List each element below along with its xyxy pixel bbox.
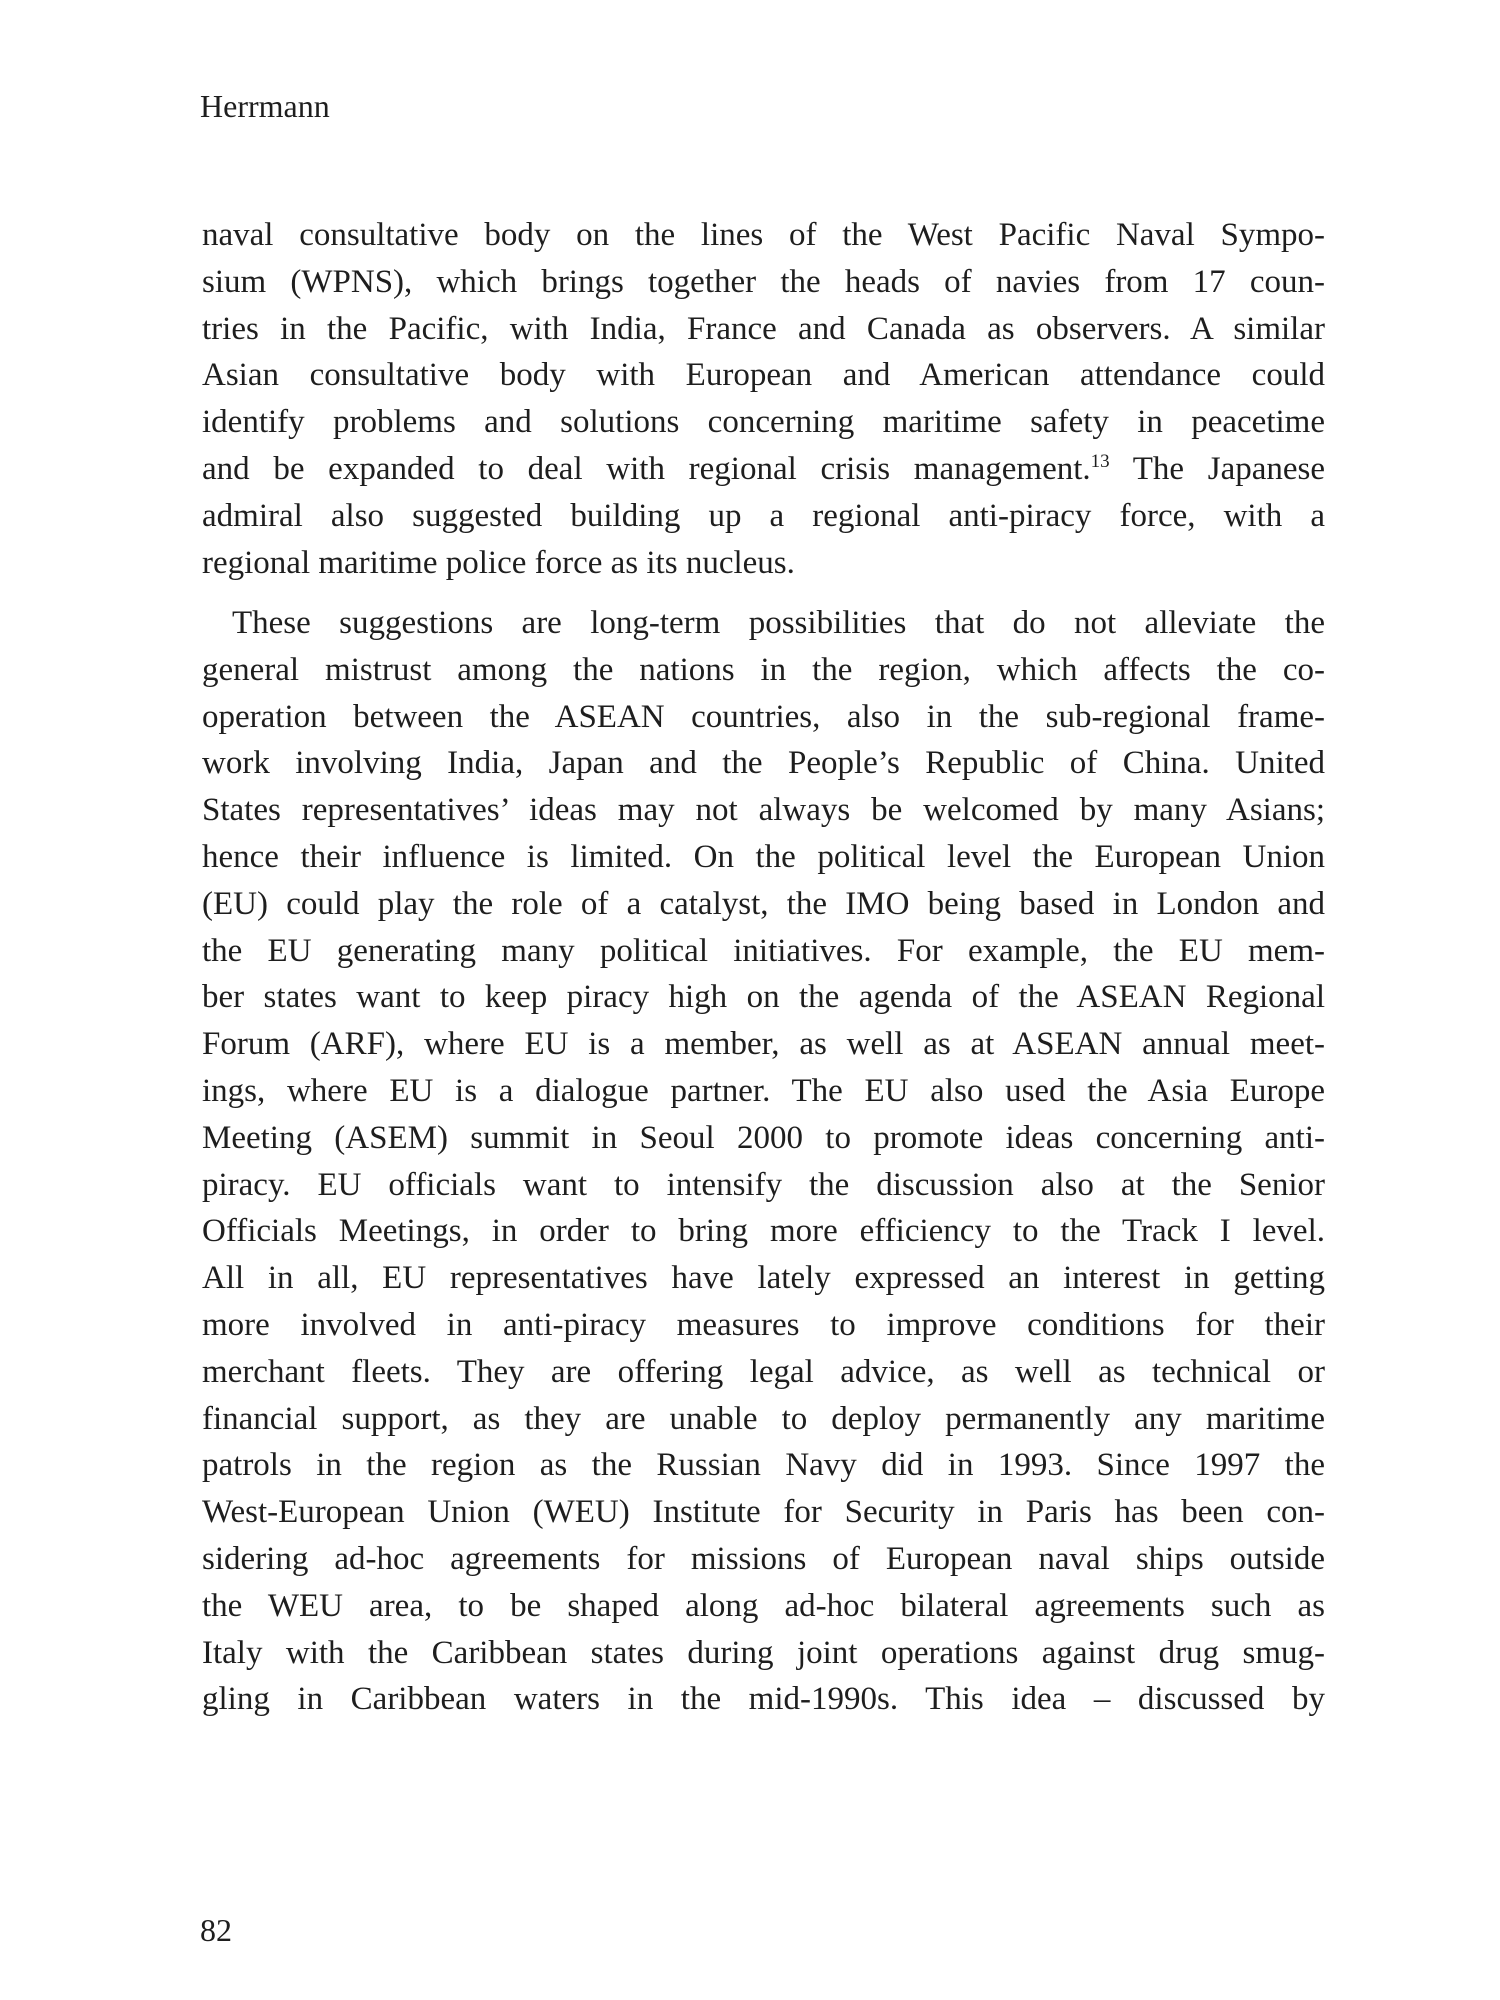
text-line: sium (WPNS), which brings together the heads of navies from 17 coun- bbox=[202, 263, 1325, 300]
text-line: financial support, as they are unable to deploy permanently any maritime bbox=[202, 1400, 1325, 1437]
paragraph-2 bbox=[202, 600, 1325, 1723]
text-line: regional maritime police force as its nucleus. bbox=[202, 544, 795, 581]
text-line: States representatives’ ideas may not always be welcomed by many Asians; bbox=[202, 792, 1325, 829]
text-line: These suggestions are long-term possibilities that do not alleviate the bbox=[232, 605, 1325, 641]
text-segment: and be expanded to deal with regional crisis management. bbox=[202, 450, 1091, 487]
text-segment: The Japanese bbox=[1132, 450, 1326, 487]
text-line: hence their influence is limited. On the political level the European Union bbox=[202, 838, 1325, 875]
running-head: Herrmann bbox=[200, 88, 330, 124]
page-number: 82 bbox=[200, 1912, 232, 1948]
text-line: identify problems and solutions concerning maritime safety in peacetime bbox=[202, 404, 1325, 441]
text-line: All in all, EU representatives have lately expressed an interest in getting bbox=[202, 1260, 1325, 1297]
text-line: West-European Union (WEU) Institute for Security in Paris has been con- bbox=[202, 1494, 1325, 1531]
text-line bbox=[202, 446, 1325, 493]
text-line: sidering ad-hoc agreements for missions of European naval ships outside bbox=[202, 1540, 1325, 1577]
text-line: tries in the Pacific, with India, France and Canada as observers. A similar bbox=[202, 310, 1325, 347]
text-line: ings, where EU is a dialogue partner. The EU also used the Asia Europe bbox=[202, 1072, 1325, 1109]
text-line: gling in Caribbean waters in the mid-1990s. This idea – discussed by bbox=[202, 1681, 1325, 1718]
text-line: the EU generating many political initiatives. For example, the EU mem- bbox=[202, 932, 1325, 969]
text-line: Italy with the Caribbean states during joint operations against drug smug- bbox=[202, 1634, 1325, 1671]
text-line: the WEU area, to be shaped along ad-hoc bilateral agreements such as bbox=[202, 1587, 1325, 1624]
text-line: patrols in the region as the Russian Navy did in 1993. Since 1997 the bbox=[202, 1447, 1325, 1484]
paragraph-1 bbox=[202, 212, 1325, 586]
text-line: (EU) could play the role of a catalyst, the IMO being based in London and bbox=[202, 885, 1325, 922]
text-line: operation between the ASEAN countries, also in the sub-regional frame- bbox=[202, 698, 1325, 735]
text-line: merchant fleets. They are offering legal advice, as well as technical or bbox=[202, 1353, 1325, 1390]
text-line: naval consultative body on the lines of the West Pacific Naval Sympo- bbox=[202, 217, 1325, 253]
text-line: Meeting (ASEM) summit in Seoul 2000 to promote ideas concerning anti- bbox=[202, 1119, 1325, 1156]
text-line: Forum (ARF), where EU is a member, as well as at ASEAN annual meet- bbox=[202, 1026, 1325, 1063]
text-line: Officials Meetings, in order to bring more efficiency to the Track I level. bbox=[202, 1213, 1325, 1250]
text-line: work involving India, Japan and the People’s Republic of China. United bbox=[202, 745, 1325, 782]
text-line: general mistrust among the nations in the region, which affects the co- bbox=[202, 651, 1325, 688]
text-line: piracy. EU officials want to intensify the discussion also at the Senior bbox=[202, 1166, 1325, 1203]
text-line: Asian consultative body with European and American attendance could bbox=[202, 357, 1325, 394]
text-line: more involved in anti-piracy measures to improve conditions for their bbox=[202, 1306, 1325, 1343]
text-line: admiral also suggested building up a regional anti-piracy force, with a bbox=[202, 497, 1325, 534]
footnote-reference: 13 bbox=[1090, 450, 1110, 472]
text-line: ber states want to keep piracy high on the agenda of the ASEAN Regional bbox=[202, 979, 1325, 1016]
